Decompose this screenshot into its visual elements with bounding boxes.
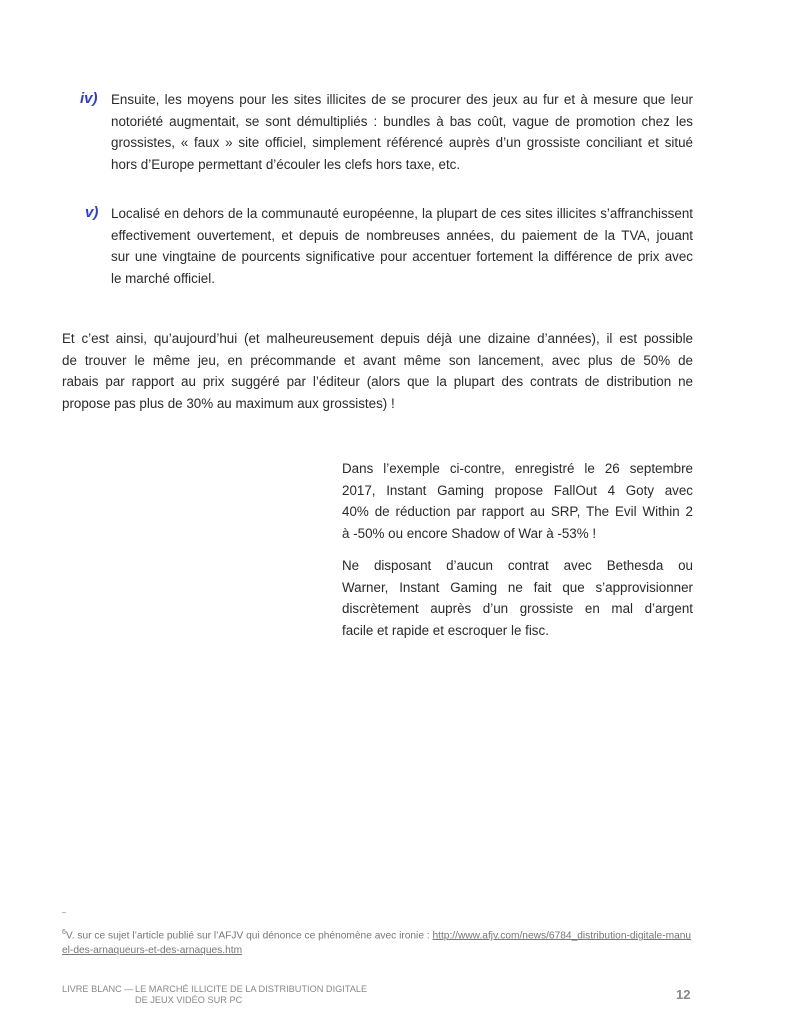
text-line: à -50% ou encore Shadow of War à -53% ! (342, 525, 597, 541)
text-line: rabais par rapport au prix suggéré par l’éditeur (alors que la plupart des contrats de distribution ne (62, 374, 693, 390)
text-line: hors d’Europe permettant d’écouler les clefs hors taxe, etc. (111, 156, 461, 172)
text-line: Dans l’exemple ci-contre, enregistré le 26 septembre (342, 461, 693, 476)
text-line: Ne disposant d’aucun contrat avec Bethesda ou (342, 558, 693, 573)
text-line: de trouver le même jeu, en précommande et avant même son lancement, avec plus de 50% de (62, 352, 693, 368)
text-line: Et c’est ainsi, qu’aujourd’hui (et malheureusement depuis déjà une dizaine d’années), il est possible (62, 331, 693, 346)
footnote-text: V. sur ce sujet l’article publié sur l’AFJV qui dénonce ce phénomène avec ironie : (65, 930, 433, 942)
list-marker: v) (85, 204, 99, 221)
text-line: Warner, Instant Gaming ne fait que s’approvisionner (342, 579, 693, 595)
text-line: Localisé en dehors de la communauté européenne, la plupart de ces sites illicites s’affranchissent (111, 206, 693, 221)
text-line: effectivement ouvertement, et depuis de nombreuses années, du paiement de la TVA, jouant (111, 227, 693, 243)
side-paragraph-1 (342, 458, 693, 544)
footer-title-line-2: DE JEUX VIDÉO SUR PC (135, 995, 243, 1005)
list-item-v (111, 203, 693, 289)
body-paragraph (62, 328, 693, 414)
text-line: discrètement auprès d’un grossiste en mal d’argent (342, 601, 693, 617)
text-line: notoriété augmentait, se sont démultipliés : bundles à bas coût, vague de promotion chez les (111, 113, 693, 129)
text-line: facile et rapide et escroquer le fisc. (342, 622, 549, 638)
footer-title-line-1: LE MARCHÉ ILLICITE DE LA DISTRIBUTION DIGITALE (135, 984, 368, 994)
footnote-link[interactable]: http://www.afjv.com/news/6784_distribution-digitale-manuel-des-arnaqueurs-et-des-arnaques.htm (62, 930, 692, 957)
text-line: 40% de réduction par rapport au SRP, The Evil Within 2 (342, 504, 693, 520)
text-line: le marché officiel. (111, 270, 215, 286)
text-line: Ensuite, les moyens pour les sites illicites de se procurer des jeux au fur et à mesure que leur (111, 92, 693, 107)
footnote (62, 925, 694, 958)
list-item-iv (111, 89, 693, 175)
text-line: sur une vingtaine de pourcents significative pour accentuer fortement la différence de prix avec (111, 249, 693, 265)
text-line: 2017, Instant Gaming propose FallOut 4 Goty avec (342, 482, 693, 498)
footnote-separator (62, 912, 66, 913)
text-line: grossistes, « faux » site officiel, simplement référencé auprès d’un grossiste conciliant et situé (111, 135, 693, 151)
page-number: 12 (676, 987, 691, 1002)
footnote-number: 6 (62, 929, 66, 936)
text-line: propose pas plus de 30% au maximum aux grossistes) ! (62, 395, 395, 411)
list-marker: iv) (80, 90, 98, 107)
footer-label: LIVRE BLANC — (62, 984, 134, 994)
side-paragraph-2 (342, 555, 693, 641)
